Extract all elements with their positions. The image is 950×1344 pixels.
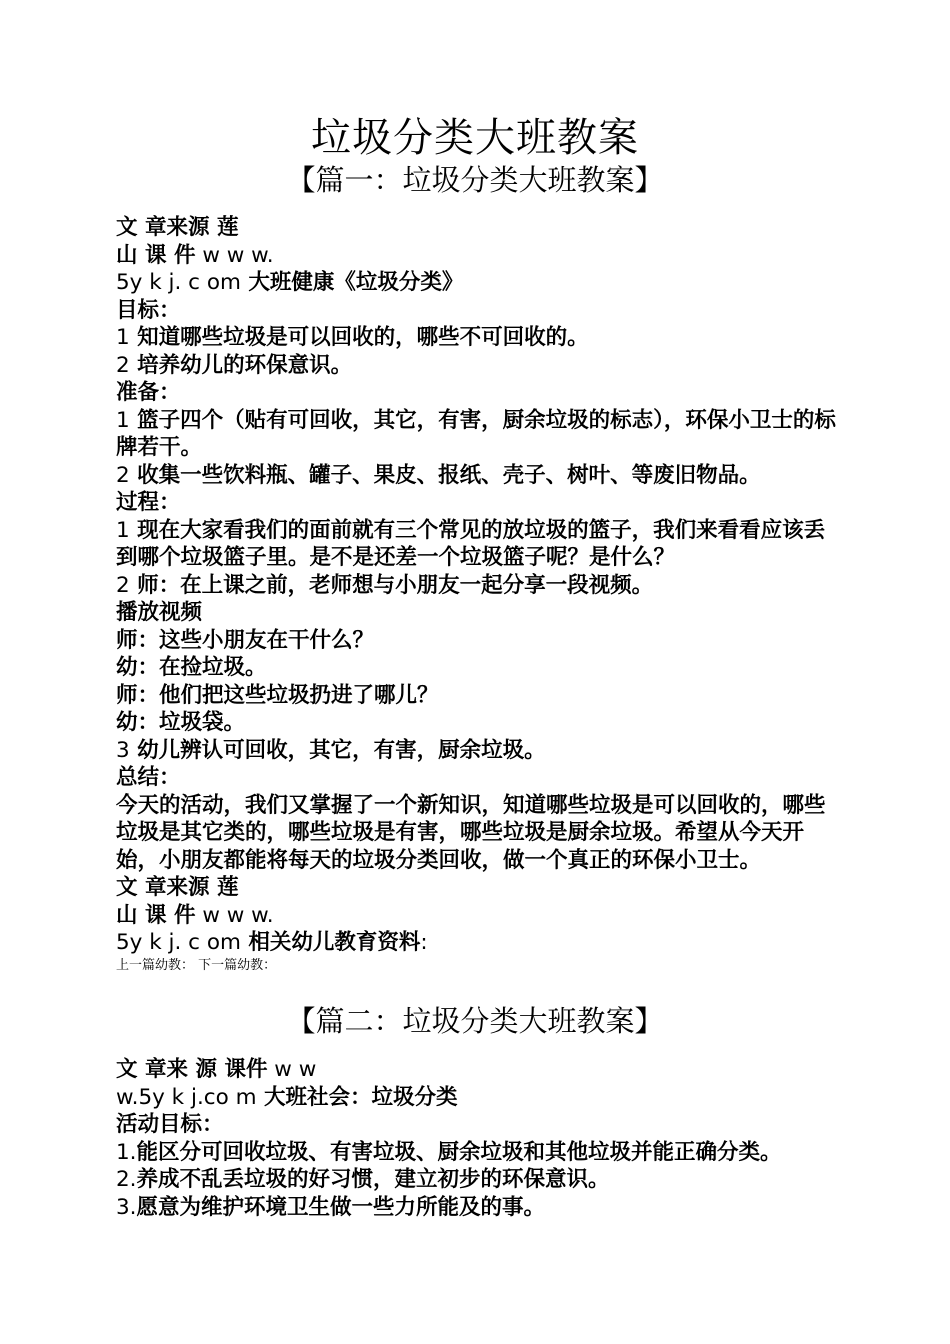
- item-number: 2: [116, 462, 130, 488]
- item-number: 1: [116, 407, 130, 433]
- dialogue-line: 师：他们把这些垃圾扔进了哪儿？: [116, 682, 439, 708]
- summary-text: 今天的活动，我们又掌握了一个新知识，知道哪些垃圾是可以回收的，哪些垃圾是其它类的，哪些垃圾是有害，哪些垃圾是厨余垃圾。希望从今天开始，小朋友都能将每天的垃圾分类回收，做一个真正的环保小卫士。: [116, 792, 826, 873]
- dialogue-line: 师：这些小朋友在干什么？: [116, 627, 375, 653]
- colon: :: [420, 930, 428, 955]
- process-item: [116, 517, 846, 572]
- lesson-title-line: [116, 1084, 846, 1112]
- item-text: 收集一些饮料瓶、罐子、果皮、报纸、壳子、树叶、等废旧物品。: [129, 462, 761, 488]
- lesson-title: 大班健康《垃圾分类》: [240, 270, 464, 295]
- prev-next-nav: 上一篇幼教： 下一篇幼教：: [116, 957, 277, 973]
- item-number: 3.: [116, 1194, 137, 1220]
- item-text: 篮子四个（贴有可回收，其它，有害，厨余垃圾的标志），环保小卫士的标牌若干。: [116, 407, 836, 460]
- source-text: w.5y k j.co m: [116, 1084, 257, 1110]
- goal-item: [116, 1194, 846, 1222]
- section-2-heading: 【篇二：垃圾分类大班教案】: [286, 1004, 664, 1038]
- item-text: 知道哪些垃圾是可以回收的，哪些不可回收的。: [129, 325, 589, 350]
- source-text: 山 课 件: [116, 242, 196, 268]
- lesson-title-line: [116, 269, 846, 297]
- goals-heading: 活动目标：: [116, 1112, 224, 1137]
- item-text: 幼儿辨认可回收，其它，有害，厨余垃圾。: [129, 737, 546, 763]
- source-text: 5y k j. c om: [116, 270, 241, 295]
- item-text: 培养幼儿的环保意识。: [129, 352, 353, 378]
- source-text: w w: [267, 1057, 317, 1082]
- dialogue-line: 幼：在捡垃圾。: [116, 655, 267, 680]
- process-item: [116, 572, 846, 600]
- item-number: 2.: [116, 1167, 137, 1192]
- goal-item: [116, 1166, 846, 1194]
- document-title: 垃圾分类大班教案: [311, 115, 639, 161]
- item-text: 现在大家看我们的面前就有三个常见的放垃圾的篮子，我们来看看应该丢到哪个垃圾篮子里。是不是还差一个垃圾篮子呢？是什么？: [116, 517, 826, 570]
- related-resources-line: [116, 929, 846, 957]
- goal-item: [116, 1139, 846, 1167]
- source-text: w w w.: [195, 242, 274, 268]
- goals-heading: 目标：: [116, 297, 181, 323]
- related-resources-label: 相关幼儿教育资料: [240, 930, 421, 955]
- source-line: [116, 902, 846, 930]
- process-item: [116, 737, 846, 765]
- section-1-body: [116, 214, 846, 975]
- item-text: 师：在上课之前，老师想与小朋友一起分享一段视频。: [129, 572, 654, 598]
- section-2-body: [116, 1056, 846, 1221]
- source-text: 5y k j. c om: [116, 930, 241, 955]
- lesson-title: 大班社会：垃圾分类: [256, 1084, 458, 1110]
- process-step: 播放视频: [116, 600, 203, 625]
- item-text: 能区分可回收垃圾、有害垃圾、厨余垃圾和其他垃圾并能正确分类。: [136, 1139, 782, 1165]
- goal-item: [116, 352, 846, 380]
- preparation-item: [116, 407, 846, 462]
- source-text: w w w.: [195, 902, 274, 928]
- source-line: 文 章来源 莲: [116, 215, 239, 240]
- item-text: 愿意为维护环境卫生做一些力所能及的事。: [136, 1194, 546, 1220]
- item-number: 1.: [116, 1139, 137, 1165]
- source-line: [116, 1056, 846, 1084]
- process-heading: 过程：: [116, 490, 181, 515]
- source-text: 山 课 件: [116, 902, 196, 928]
- section-1-heading: 【篇一：垃圾分类大班教案】: [286, 163, 664, 197]
- item-number: 3: [116, 737, 130, 763]
- preparation-item: [116, 462, 846, 490]
- item-number: 2: [116, 572, 130, 598]
- source-line: 文 章来源 莲: [116, 875, 239, 900]
- summary-heading: 总结：: [116, 765, 181, 790]
- dialogue-line: 幼：垃圾袋。: [116, 710, 246, 735]
- item-text: 养成不乱丢垃圾的好习惯，建立初步的环保意识。: [136, 1167, 610, 1192]
- preparation-heading: 准备：: [116, 380, 181, 405]
- goal-item: [116, 324, 846, 352]
- source-line: [116, 242, 846, 270]
- item-number: 1: [116, 325, 130, 350]
- item-number: 1: [116, 517, 130, 543]
- item-number: 2: [116, 352, 130, 378]
- source-text: 文 章来 源 课件: [116, 1057, 268, 1082]
